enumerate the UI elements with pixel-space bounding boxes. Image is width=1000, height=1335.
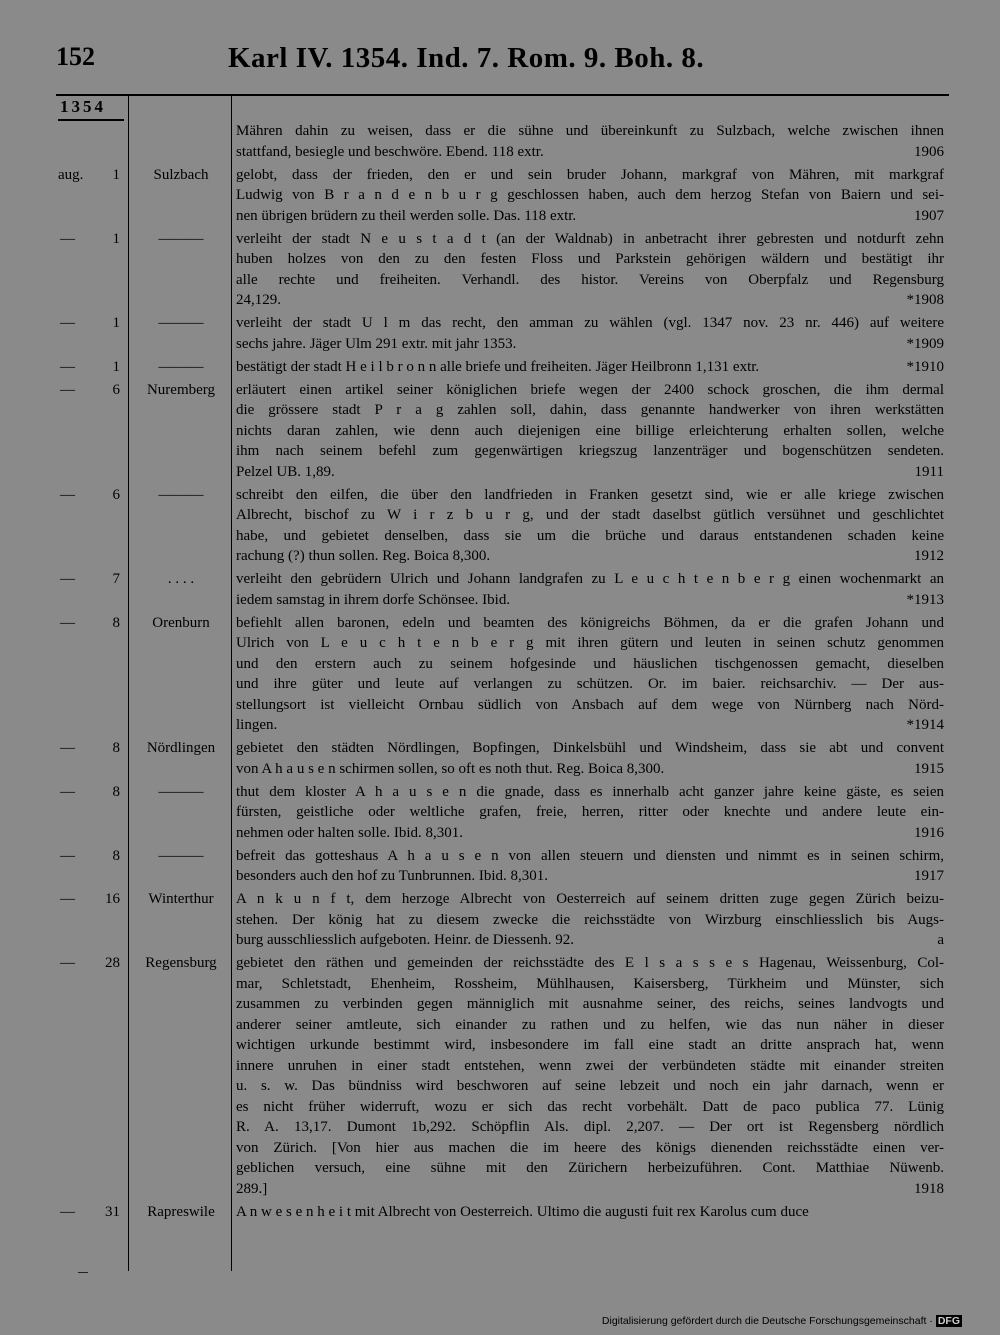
text-line-content: schreibt den eilfen, die über den landfrieden in Franken gesetzt sind, wie er alle kriege zwischen	[236, 486, 944, 503]
text-line-content: rachung (?) thun sollen. Reg. Boica 8,300.	[236, 548, 491, 564]
text-line	[236, 1179, 944, 1200]
text-line-content: A n w e s e n h e i t mit Albrecht von Oesterreich. Ultimo die augusti fuit rex Karolus cum duce	[236, 1203, 809, 1220]
entry-day: 28	[105, 955, 120, 971]
text-line	[236, 738, 944, 759]
entry-day: 1	[112, 315, 120, 331]
text-line	[236, 441, 944, 462]
regest-number: *1914	[906, 717, 944, 733]
regest-entry	[0, 165, 1000, 227]
regest-entry	[0, 953, 1000, 1199]
entry-day: 31	[105, 1203, 120, 1220]
regest-number: *1909	[906, 335, 944, 352]
entry-dash: —	[60, 891, 75, 907]
text-line	[236, 569, 944, 590]
entry-text	[236, 569, 944, 610]
entry-text	[236, 889, 944, 951]
regest-number: *1913	[906, 591, 944, 608]
entry-day: 8	[112, 614, 120, 631]
text-line	[236, 421, 944, 442]
text-line-content: ihm nach seinem befehl zum gegenwärtigen kriegszug lanzenträger und bogenschützen sendeten.	[236, 443, 944, 459]
entry-place: ———	[158, 358, 204, 375]
text-line	[236, 846, 944, 867]
text-line-content: u. s. w. Das bündniss wird beschworen auf seine lebzeit und noch ein jahr darnach, wenn er	[236, 1078, 944, 1094]
entry-place: Rapreswile	[147, 1203, 215, 1220]
entry-dash: —	[60, 1203, 75, 1220]
entry-dash: —	[60, 571, 75, 587]
text-line	[236, 313, 944, 334]
entry-place: Nuremberg	[146, 381, 216, 398]
entry-day: 8	[112, 847, 120, 864]
text-line-content: nen übrigen brüdern zu theil werden solle. Das. 118 extr.	[236, 207, 577, 224]
text-line	[236, 1056, 944, 1077]
text-line	[236, 121, 944, 142]
text-line-content: alle rechte und freiheiten. Verhandl. des histor. Vereins von Oberpfalz und Regensburg	[236, 271, 944, 288]
regest-entry	[0, 569, 1000, 610]
text-line-content: anderer seiner amtleute, sich einander zu rathen und zu helfen, wie das nun näher in dieser	[236, 1016, 944, 1033]
text-line	[236, 823, 944, 844]
text-line	[236, 782, 944, 803]
entry-place: Regensburg	[145, 955, 217, 971]
regest-entry	[0, 357, 1000, 378]
entry-day: 1	[112, 358, 120, 375]
year-label: 1354	[60, 97, 106, 116]
entry-dash: —	[60, 486, 75, 503]
text-line-content: 289.]	[236, 1180, 268, 1197]
entry-place: ———	[158, 847, 204, 864]
text-line-content: Ludwig von B r a n d e n b u r g geschlossen haben, auch dem herzog Stefan von Baiern und sei-	[236, 187, 944, 203]
text-line-content: und ihre güter und leute auf verlangen zu schützen. Or. im baier. reichsarchiv. — Der aus-	[236, 676, 944, 692]
text-line-content: habe, und gebietet denselben, dass sie um die brüche und daraus entstandenen schaden keine	[236, 527, 944, 544]
text-line-content: erläutert einen artikel seiner königlichen briefe wegen der 2400 schock groschen, die ihm dermal	[236, 381, 944, 398]
text-line-content: Ulrich von L e u c h t e n b e r g mit ihren gütern und leuten in seinen schutz genommen	[236, 635, 944, 651]
text-line-content: verleiht der stadt U l m das recht, den amman zu wählen (vgl. 1347 nov. 23 nr. 446) auf weitere	[236, 315, 944, 331]
text-line	[236, 802, 944, 823]
regest-entry	[0, 485, 1000, 567]
entry-dash: —	[60, 381, 75, 398]
entry-text	[236, 380, 944, 483]
text-line	[236, 866, 944, 887]
text-line	[236, 546, 944, 567]
entry-text	[236, 738, 944, 779]
entry-text	[236, 846, 944, 887]
regest-number: 1918	[914, 1180, 944, 1197]
regest-number: 1917	[914, 868, 944, 884]
digitization-credit	[602, 1315, 962, 1327]
regest-entry	[0, 613, 1000, 736]
regest-entry	[0, 229, 1000, 311]
entry-text	[236, 485, 944, 567]
text-line-content: wichtigen urkunde bestimmt wird, insbesondere im fall eine stadt an dritte ansprach hat, wenn	[236, 1037, 944, 1053]
text-line-content: gelobt, dass der frieden, den er und sein bruder Johann, markgraf von Mähren, mit markgraf	[236, 166, 944, 183]
regest-number: 1912	[914, 548, 944, 564]
text-line	[236, 715, 944, 736]
text-line	[236, 380, 944, 401]
entry-month: aug.	[58, 166, 84, 183]
regest-entry	[0, 782, 1000, 844]
text-line-content: besonders auch den hof zu Tunbrunnen. Ibid. 8,301.	[236, 868, 549, 884]
text-line-content: und den erstern auch zu seinem hofgesinde und häuslichen tischgenossen gemacht, dieselben	[236, 655, 944, 672]
entry-day: 8	[112, 740, 120, 756]
entry-place: Winterthur	[148, 891, 214, 907]
text-line	[236, 674, 944, 695]
entry-dash: —	[60, 315, 75, 331]
entry-day: 6	[112, 486, 120, 503]
running-title: Karl IV. 1354. Ind. 7. Rom. 9. Boh. 8.	[228, 42, 705, 74]
entry-dash: —	[60, 740, 75, 756]
regest-entry	[0, 121, 1000, 162]
text-line-content: nehmen oder halten solle. Ibid. 8,301.	[236, 824, 464, 841]
text-line-content: stattfand, besiegle und beschwöre. Ebend. 118 extr.	[236, 143, 544, 160]
text-line	[236, 590, 944, 611]
text-line-content: zusammen zu verbinden gegen männiglich mit ausnahme seiner, des reichs, seines landvogts und	[236, 996, 944, 1012]
entry-text	[236, 1202, 944, 1223]
text-line-content: stehen. Der könig hat zu diesem zwecke die reichsstädte von Wirzburg einschliesslich bis Augs-	[236, 911, 944, 928]
entry-text	[236, 782, 944, 844]
text-line-content: burg ausschliesslich aufgeboten. Heinr. de Diessenh. 92.	[236, 932, 574, 948]
header-rule	[56, 94, 949, 96]
entry-place: ———	[158, 486, 204, 503]
text-line-content: iedem samstag in ihrem dorfe Schönsee. Ibid.	[236, 591, 511, 608]
regest-entry	[0, 846, 1000, 887]
entry-text	[236, 229, 944, 311]
page-header	[0, 42, 1000, 92]
entry-text	[236, 357, 944, 378]
text-line	[236, 290, 944, 311]
text-line	[236, 357, 944, 378]
entry-day: 8	[112, 783, 120, 800]
text-line-content: Mähren dahin zu weisen, dass er die sühne und übereinkunft zu Sulzbach, welche zwischen ihnen	[236, 123, 944, 139]
regest-number: 1907	[914, 207, 944, 224]
text-line-content: Pelzel UB. 1,89.	[236, 463, 335, 480]
entry-place: Nördlingen	[146, 740, 216, 756]
entry-text	[236, 953, 944, 1199]
text-line	[236, 142, 944, 163]
entry-dash: —	[60, 230, 75, 247]
credit-text: Digitalisierung gefördert durch die Deutsche Forschungsgemeinschaft ·	[601, 1315, 933, 1327]
text-line-content: thut dem kloster A h a u s e n die gnade, dass es innerhalb acht ganzer jahre keine gäste, es seien	[236, 783, 944, 800]
text-line	[236, 1117, 944, 1138]
text-line	[236, 953, 944, 974]
text-line-content: befiehlt allen baronen, edeln und beamten des königreichs Böhmen, da er die grafen Johann und	[236, 614, 944, 631]
text-line	[236, 633, 944, 654]
text-line	[236, 654, 944, 675]
regest-number: *1910	[906, 358, 944, 375]
entry-place: Sulzbach	[153, 166, 209, 183]
entry-place: Orenburn	[152, 614, 210, 631]
text-line	[236, 1158, 944, 1179]
text-line-content: von A h a u s e n schirmen sollen, so oft es noth thut. Reg. Boica 8,300.	[236, 760, 665, 777]
entry-text	[236, 313, 944, 354]
entry-dash: —	[60, 783, 75, 800]
entry-text	[236, 165, 944, 227]
text-line-content: sechs jahre. Jäger Ulm 291 extr. mit jahr 1353.	[236, 335, 517, 352]
text-line	[236, 930, 944, 951]
entry-dash: —	[60, 358, 75, 375]
regest-number: *1908	[906, 292, 944, 308]
entry-day: 1	[112, 166, 120, 183]
regest-entry	[0, 1202, 1000, 1223]
text-line-content: bestätigt der stadt H e i l b r o n n alle briefe und freiheiten. Jäger Heilbronn 1,131 extr.	[236, 358, 760, 375]
text-line-content: verleiht der stadt N e u s t a d t (an der Waldnab) in anbetracht ihrer gebresten und notdurft zehn	[236, 230, 944, 247]
text-line	[236, 526, 944, 547]
entry-place: . . . .	[167, 571, 195, 587]
text-line-content: mar, Schletstadt, Ehenheim, Rossheim, Mühlhausen, Kaisersberg, Türkheim und Münster, sich	[236, 975, 944, 992]
entry-day: 6	[112, 381, 120, 398]
text-line	[236, 505, 944, 526]
entry-place: ———	[158, 230, 204, 247]
text-line	[236, 185, 944, 206]
entry-text	[236, 121, 944, 162]
entry-day: 7	[112, 571, 120, 587]
page-number: 152	[56, 42, 95, 71]
entry-place: ———	[158, 783, 204, 800]
regest-number: 1916	[914, 824, 944, 841]
text-line	[236, 889, 944, 910]
regest-entry	[0, 380, 1000, 483]
text-line-content: es nicht früher widerruft, wozu er sich das recht vorbehält. Datt de paco publica 77. Lünig	[236, 1098, 944, 1115]
text-line	[236, 910, 944, 931]
text-line	[236, 165, 944, 186]
text-line-content: die grössere stadt P r a g zahlen soll, dahin, dass genannte handwerker von ihren werkstätten	[236, 402, 944, 418]
text-line	[236, 1076, 944, 1097]
text-line	[236, 1202, 944, 1223]
text-line-content: stellungsort ist vielleicht Ornbau südlich von Ansbach auf dem wege von Nürnberg nach Nörd-	[236, 696, 944, 713]
text-line-content: gebietet den räthen und gemeinden der reichsstädte des E l s a s s e s Hagenau, Weissenburg, Col-	[236, 955, 944, 971]
text-line	[236, 994, 944, 1015]
entry-dash: —	[60, 847, 75, 864]
text-line	[236, 206, 944, 227]
text-line-content: befreit das gotteshaus A h a u s e n von allen steuern und diensten und nimmt es in seinen schirm,	[236, 847, 944, 864]
text-line-content: 24,129.	[236, 292, 281, 308]
text-line-content: Albrecht, bischof zu W i r z b u r g, und der stadt daselbst gütlich versühnet und geschlichtet	[236, 507, 944, 523]
entry-dash: —	[60, 955, 75, 971]
text-line	[236, 1015, 944, 1036]
text-line	[236, 1097, 944, 1118]
text-line	[236, 1138, 944, 1159]
dfg-logo: DFG	[937, 1315, 960, 1327]
text-line-content: gebietet den städten Nördlingen, Bopfingen, Dinkelsbühl und Windsheim, dass sie abt und convent	[236, 740, 944, 756]
regest-number: 1906	[914, 143, 944, 160]
regest-number: 1915	[914, 760, 944, 777]
text-line	[236, 462, 944, 483]
text-line	[236, 974, 944, 995]
text-line-content: nichts daran zahlen, wie denn auch diejenigen eine billige erleichterung erhalten sollen, welche	[236, 422, 944, 439]
text-line	[236, 759, 944, 780]
regest-entry	[0, 738, 1000, 779]
entry-text	[236, 613, 944, 736]
text-line	[236, 334, 944, 355]
regest-entry	[0, 889, 1000, 951]
margin-tick	[78, 1272, 88, 1273]
text-line	[236, 229, 944, 250]
entry-dash: —	[60, 614, 75, 631]
text-line-content: geblichen versuch, eine sühne mit den Zürichern herbeizuführen. Cont. Matthiae Nüwenb.	[236, 1160, 944, 1176]
text-line	[236, 400, 944, 421]
text-line	[236, 485, 944, 506]
text-line-content: A n k u n f t, dem herzoge Albrecht von Oesterreich auf seinem dritten zuge gegen Zürich beizu-	[236, 891, 944, 907]
text-line	[236, 695, 944, 716]
entry-day: 16	[105, 891, 120, 907]
text-line	[236, 1035, 944, 1056]
text-line-content: innere unruhen in einer stadt entstehen, wenn zwei der verbündeten städte mit einander streiten	[236, 1057, 944, 1074]
text-line-content: fürsten, geistliche oder weltliche grafen, freie, herren, ritter oder knechte und andere leute ein-	[236, 804, 944, 820]
regest-entry	[0, 313, 1000, 354]
text-line-content: huben holzes von den zu den festen Floss und Parkstein gehörigen wäldern und bestätigt ihr	[236, 251, 944, 267]
entry-place: ———	[158, 315, 204, 331]
regest-number: a	[937, 932, 944, 948]
text-line	[236, 613, 944, 634]
text-line	[236, 270, 944, 291]
text-line-content: lingen.	[236, 717, 278, 733]
text-line-content: verleiht den gebrüdern Ulrich und Johann landgrafen zu L e u c h t e n b e r g einen wochenmarkt an	[236, 571, 944, 587]
regest-number: 1911	[914, 463, 944, 480]
text-line-content: R. A. 13,17. Dumont 1b,292. Schöpflin Als. dipl. 2,207. — Der ort ist Regensberg nördlich	[236, 1119, 944, 1135]
entry-day: 1	[112, 230, 120, 247]
text-line	[236, 249, 944, 270]
text-line-content: von Zürich. [Von hier aus machen die im heere des königs dienenden reichsstädte einen ver-	[236, 1139, 944, 1156]
